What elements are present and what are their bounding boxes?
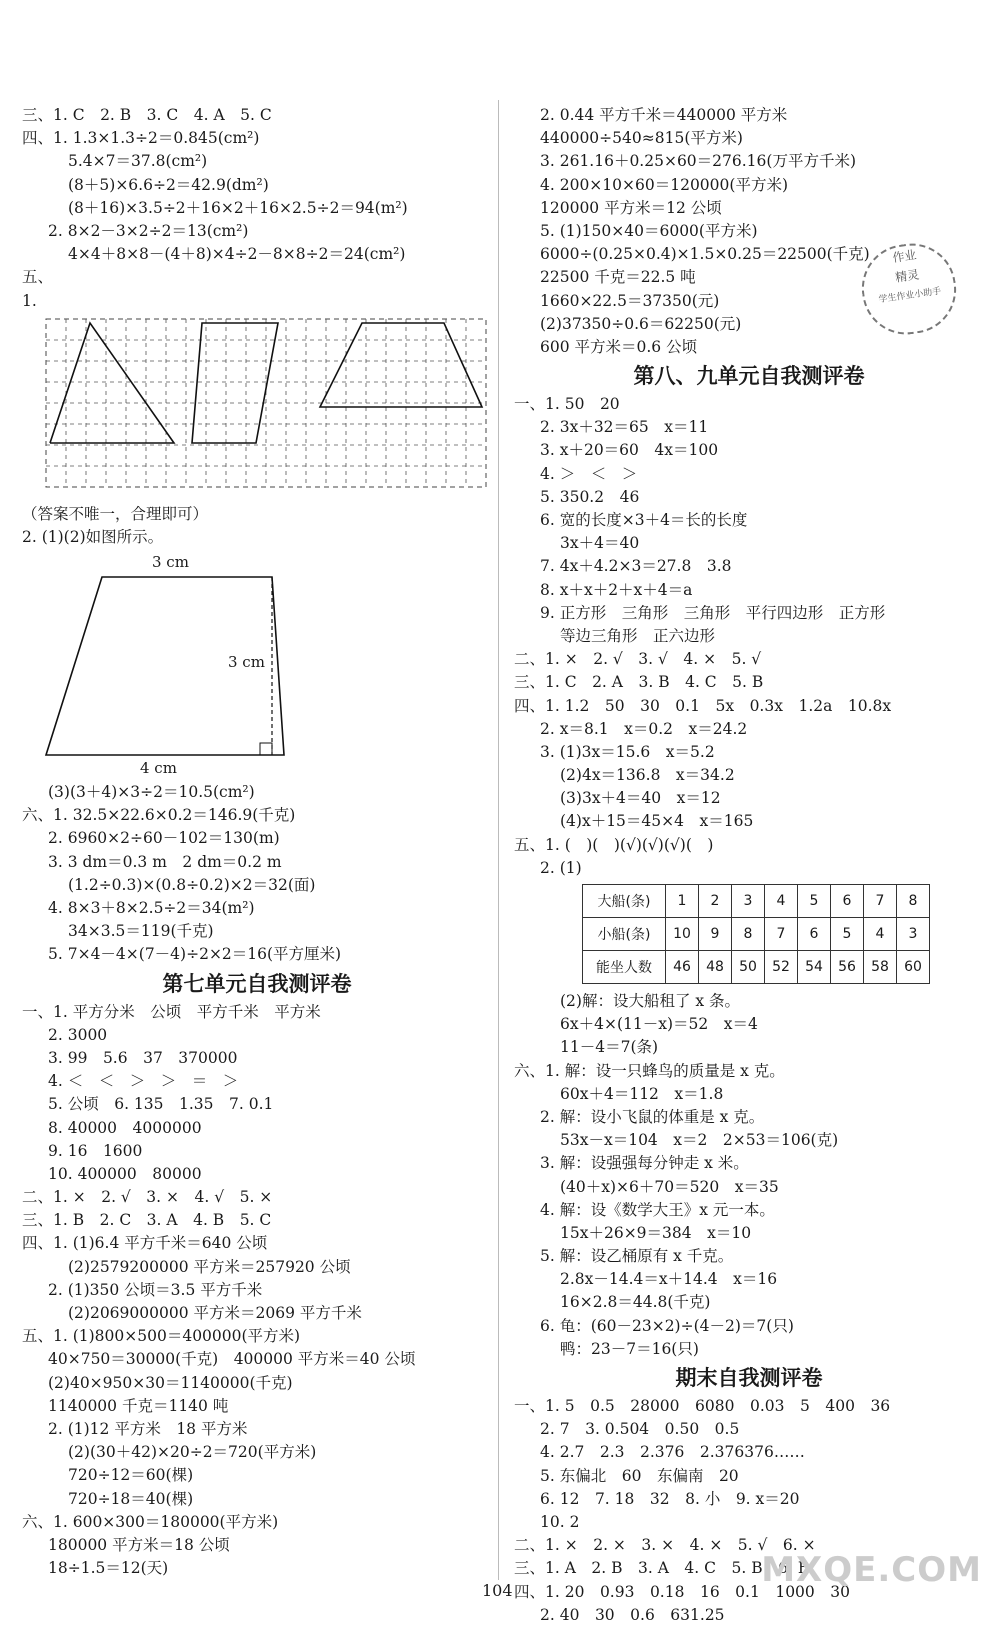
answer-line: 3. 解：设强强每分钟走 x 米。 xyxy=(540,1154,749,1173)
answer-line: 3x＋4＝40 xyxy=(560,534,640,553)
answer-line: 18÷1.5＝12(天) xyxy=(48,1559,169,1578)
table-cell: 4 xyxy=(765,885,798,918)
answer-line: 7. 4x＋4.2×3＝27.8 3.8 xyxy=(540,557,732,576)
answer-line: 5. 公顷 6. 135 1.35 7. 0.1 xyxy=(48,1095,274,1114)
answer-line: 2. 解：设小飞鼠的体重是 x 克。 xyxy=(540,1107,765,1126)
seat-table-wrapper xyxy=(514,880,984,990)
answer-line: 120000 平方米＝12 公顷 xyxy=(540,198,722,217)
answer-line: 2. 8×2－3×2÷2＝13(cm²) xyxy=(48,221,249,240)
table-cell: 9 xyxy=(699,918,732,951)
answer-line: 10. 2 xyxy=(540,1512,580,1531)
grid-shapes xyxy=(22,313,492,497)
watermark: MXQE.COM xyxy=(761,1550,982,1590)
answer-line: 6x＋4×(11－x)＝52 x＝4 xyxy=(560,1015,758,1034)
answer-line: 3. x＋20＝60 4x＝100 xyxy=(540,441,719,460)
answer-line: 600 平方米＝0.6 公顷 xyxy=(540,337,698,356)
table-cell: 10 xyxy=(666,918,699,951)
answer-line: 3. 261.16＋0.25×60＝276.16(万平方千米) xyxy=(540,152,857,171)
answer-line: (2)40×950×30＝1140000(千克) xyxy=(48,1373,293,1392)
table-header-cell: 小船(条) xyxy=(583,918,666,951)
answer-line: 2. (1)(2)如图所示。 xyxy=(22,527,164,546)
answer-line: (3)(3＋4)×3÷2＝10.5(cm²) xyxy=(48,783,255,802)
answer-line: 2.8x－14.4＝x＋14.4 x＝16 xyxy=(560,1270,778,1289)
answer-line: 1140000 千克＝1140 吨 xyxy=(48,1396,229,1415)
answer-line: (2)解：设大船租了 x 条。 xyxy=(560,992,741,1010)
answer-line: (2)4x＝136.8 x＝34.2 xyxy=(560,766,735,785)
answer-line: 2. 7 3. 0.504 0.50 0.5 xyxy=(540,1420,740,1439)
answer-line: 四、1. 1.3×1.3÷2＝0.845(cm²) xyxy=(22,129,260,148)
answer-line: 一、1. 5 0.5 28000 6080 0.03 5 400 36 xyxy=(514,1397,891,1415)
answer-line: 5. 东偏北 60 东偏南 20 xyxy=(540,1466,739,1485)
answer-line: 三、1. B 2. C 3. A 4. B 5. C xyxy=(22,1211,272,1230)
table-cell: 46 xyxy=(666,951,699,984)
answer-line: 4. 2.7 2.3 2.376 2.376376…… xyxy=(540,1443,805,1462)
table-header-cell: 大船(条) xyxy=(583,885,666,918)
table-cell: 56 xyxy=(831,951,864,984)
section-title: 第七单元自我测评卷 xyxy=(162,971,352,996)
answer-line: 3. (1)3x＝15.6 x＝5.2 xyxy=(540,742,715,761)
answer-line: 9. 16 1600 xyxy=(48,1141,143,1160)
triangle-shape xyxy=(50,323,174,443)
section-title: 期末自我测评卷 xyxy=(675,1366,823,1390)
answer-line: 53x－x＝104 x＝2 2×53＝106(克) xyxy=(560,1131,839,1150)
answer-line: 二、1. × 2. × 3. × 4. × 5. √ 6. × xyxy=(514,1536,816,1555)
answer-line: 二、1. × 2. √ 3. × 4. √ 5. × xyxy=(22,1188,273,1207)
answer-line: 5. 350.2 46 xyxy=(540,487,640,506)
seat-table xyxy=(582,884,930,984)
page-number: 104 xyxy=(482,1581,513,1600)
answer-line: 2. 0.44 平方千米＝440000 平方米 xyxy=(540,106,788,124)
answer-line: 4. ＞ ＜ ＞ xyxy=(540,464,638,483)
table-row xyxy=(583,885,930,918)
table-cell: 54 xyxy=(798,951,831,984)
table-cell: 5 xyxy=(798,885,831,918)
bottom-length-label: 4 cm xyxy=(140,759,177,778)
parallelogram-shape xyxy=(192,323,278,443)
table-cell: 58 xyxy=(864,951,897,984)
answer-line: (2)2579200000 平方米＝257920 公顷 xyxy=(68,1257,351,1276)
answer-line: (3)3x＋4＝40 x＝12 xyxy=(560,789,721,808)
answer-line: 34×3.5＝119(千克) xyxy=(68,922,214,941)
answer-line: 11－4＝7(条) xyxy=(560,1038,659,1057)
answer-line: 4. 8×3＋8×2.5÷2＝34(m²) xyxy=(48,899,255,917)
answer-line: 16×2.8＝44.8(千克) xyxy=(560,1293,711,1312)
answer-line: (8＋16)×3.5÷2＋16×2＋16×2.5÷2＝94(m²) xyxy=(68,198,408,217)
answer-line: 3. 3 dm＝0.3 m 2 dm＝0.2 m xyxy=(48,852,282,871)
answer-line: 等边三角形 正六边形 xyxy=(560,626,716,645)
table-cell: 3 xyxy=(732,885,765,918)
table-cell: 7 xyxy=(765,918,798,951)
table-cell: 5 xyxy=(831,918,864,951)
answer-line: 2. (1)350 公顷＝3.5 平方千米 xyxy=(48,1280,263,1299)
answer-line: 180000 平方米＝18 公顷 xyxy=(48,1535,230,1554)
table-cell: 7 xyxy=(864,885,897,918)
answer-line: 一、1. 平方分米 公顷 平方千米 平方米 xyxy=(22,1002,321,1021)
answer-line: 六、1. 600×300＝180000(平方米) xyxy=(22,1512,279,1531)
answer-line: 2. (1) xyxy=(540,858,582,877)
answer-line: (2)2069000000 平方米＝2069 平方千米 xyxy=(68,1304,362,1322)
answer-line: 2. 3000 xyxy=(48,1025,108,1044)
answer-line: 鸭：23－7＝16(只) xyxy=(560,1339,699,1358)
height-label: 3 cm xyxy=(228,653,265,672)
answer-line: （答案不唯一，合理即可） xyxy=(22,504,209,523)
answer-line: 6. 龟：(60－23×2)÷(4－2)＝7(只) xyxy=(540,1316,794,1335)
answer-line: (4)x＋15＝45×4 x＝165 xyxy=(560,812,754,831)
stamp-line: 学生作业小助手 xyxy=(878,286,942,306)
answer-line: (1.2÷0.3)×(0.8÷0.2)×2＝32(面) xyxy=(68,875,316,894)
table-cell: 60 xyxy=(897,951,930,984)
table-cell: 50 xyxy=(732,951,765,984)
answer-line: 5.4×7＝37.8(cm²) xyxy=(68,152,208,171)
table-cell: 52 xyxy=(765,951,798,984)
stamp-line: 作业 xyxy=(891,247,918,265)
trapezoid-shape xyxy=(320,323,482,407)
section-title: 第八、九单元自我测评卷 xyxy=(633,364,865,389)
grid-figure xyxy=(22,313,492,503)
answer-line: 6. 宽的长度×3＋4＝长的长度 xyxy=(540,511,748,529)
table-cell: 8 xyxy=(732,918,765,951)
answer-line: (40＋x)×6＋70＝520 x＝35 xyxy=(560,1177,779,1196)
answer-line: 六、1. 32.5×22.6×0.2＝146.9(千克) xyxy=(22,806,296,825)
answer-line: 4. 200×10×60＝120000(平方米) xyxy=(540,175,788,194)
answer-line: 60x＋4＝112 x＝1.8 xyxy=(560,1084,724,1103)
answer-line: 720÷18＝40(棵) xyxy=(68,1489,194,1508)
trapezoid-figure xyxy=(22,549,492,781)
answer-line: 2. 40 30 0.6 631.25 xyxy=(540,1605,725,1624)
answer-line: 三、1. C 2. A 3. B 4. C 5. B xyxy=(514,673,764,692)
answer-line: 四、1. 1.2 50 30 0.1 5x 0.3x 1.2a 10.8x xyxy=(514,696,892,715)
answer-line: 6. 12 7. 18 32 8. 小 9. x＝20 xyxy=(540,1489,800,1508)
table-cell: 8 xyxy=(897,885,930,918)
table-cell: 1 xyxy=(666,885,699,918)
answer-line: 8. x＋x＋2＋x＋4＝a xyxy=(540,580,693,599)
answer-line: 1660×22.5＝37350(元) xyxy=(540,291,720,310)
answer-line: 5. 7×4－4×(7－4)÷2×2＝16(平方厘米) xyxy=(48,945,342,964)
answer-line: 720÷12＝60(棵) xyxy=(68,1466,194,1485)
answer-line: 9. 正方形 三角形 三角形 平行四边形 正方形 xyxy=(540,603,886,622)
answer-line: (2)37350÷0.6＝62250(元) xyxy=(540,314,742,333)
column-divider xyxy=(498,100,499,1580)
answer-line: 40×750＝30000(千克) 400000 平方米＝40 公顷 xyxy=(48,1350,416,1369)
table-cell: 3 xyxy=(897,918,930,951)
answer-line: 4. ＜ ＜ ＞ ＞ ＝ ＞ xyxy=(48,1072,239,1091)
table-cell: 6 xyxy=(831,885,864,918)
answer-line: 22500 千克＝22.5 吨 xyxy=(540,268,696,287)
table-header-cell: 能坐人数 xyxy=(583,951,666,984)
answer-line: 四、1. (1)6.4 平方千米＝640 公顷 xyxy=(22,1234,268,1253)
answer-line: 2. x＝8.1 x＝0.2 x＝24.2 xyxy=(540,719,748,738)
answer-line: 3. 99 5.6 37 370000 xyxy=(48,1048,238,1067)
table-row xyxy=(583,918,930,951)
stamp-line: 精灵 xyxy=(894,267,921,285)
left-column xyxy=(22,104,492,1580)
answer-line: 5. (1)150×40＝6000(平方米) xyxy=(540,221,758,240)
answer-line: (8＋5)×6.6÷2＝42.9(dm²) xyxy=(68,175,269,194)
answer-line: 4. 解：设《数学大王》x 元一本。 xyxy=(540,1200,775,1219)
answer-line: 二、1. × 2. √ 3. √ 4. × 5. √ xyxy=(514,650,762,669)
answer-line: 5. 解：设乙桶原有 x 千克。 xyxy=(540,1247,734,1266)
table-cell: 2 xyxy=(699,885,732,918)
answer-line: 10. 400000 80000 xyxy=(48,1164,202,1183)
answer-line: 15x＋26×9＝384 x＝10 xyxy=(560,1223,752,1242)
answer-line: 五、1. (1)800×500＝400000(平方米) xyxy=(22,1327,301,1346)
answer-line: 三、1. C 2. B 3. C 4. A 5. C xyxy=(22,106,272,124)
table-row xyxy=(583,951,930,984)
answer-line: 一、1. 50 20 xyxy=(514,395,620,414)
answer-line: 五、 xyxy=(22,268,54,287)
answer-line: 8. 40000 4000000 xyxy=(48,1118,202,1137)
answer-line: 三、1. A 2. B 3. A 4. C 5. B 6. B xyxy=(514,1559,810,1578)
answer-line: 四、1. 20 0.93 0.18 16 0.1 1000 30 xyxy=(514,1582,851,1601)
answer-line: 2. 3x＋32＝65 x＝11 xyxy=(540,418,709,437)
answer-line: 440000÷540≈815(平方米) xyxy=(540,129,743,148)
answer-line: 2. 6960×2÷60－102＝130(m) xyxy=(48,829,280,848)
answer-line: 2. (1)12 平方米 18 平方米 xyxy=(48,1419,248,1438)
top-length-label: 3 cm xyxy=(152,553,189,572)
table-cell: 48 xyxy=(699,951,732,984)
answer-line: (2)(30＋42)×20÷2＝720(平方米) xyxy=(68,1443,317,1462)
answer-line: 4×4＋8×8－(4＋8)×4÷2－8×8÷2＝24(cm²) xyxy=(68,245,406,264)
answer-line: 1. xyxy=(22,291,37,310)
answer-line: 6000÷(0.25×0.4)×1.5×0.25＝22500(千克) xyxy=(540,245,870,264)
answer-line: 六、1. 解：设一只蜂鸟的质量是 x 克。 xyxy=(514,1061,785,1080)
answer-line: 五、1. ( )( )(√)(√)(√)( ) xyxy=(514,835,714,854)
table-cell: 4 xyxy=(864,918,897,951)
table-cell: 6 xyxy=(798,918,831,951)
